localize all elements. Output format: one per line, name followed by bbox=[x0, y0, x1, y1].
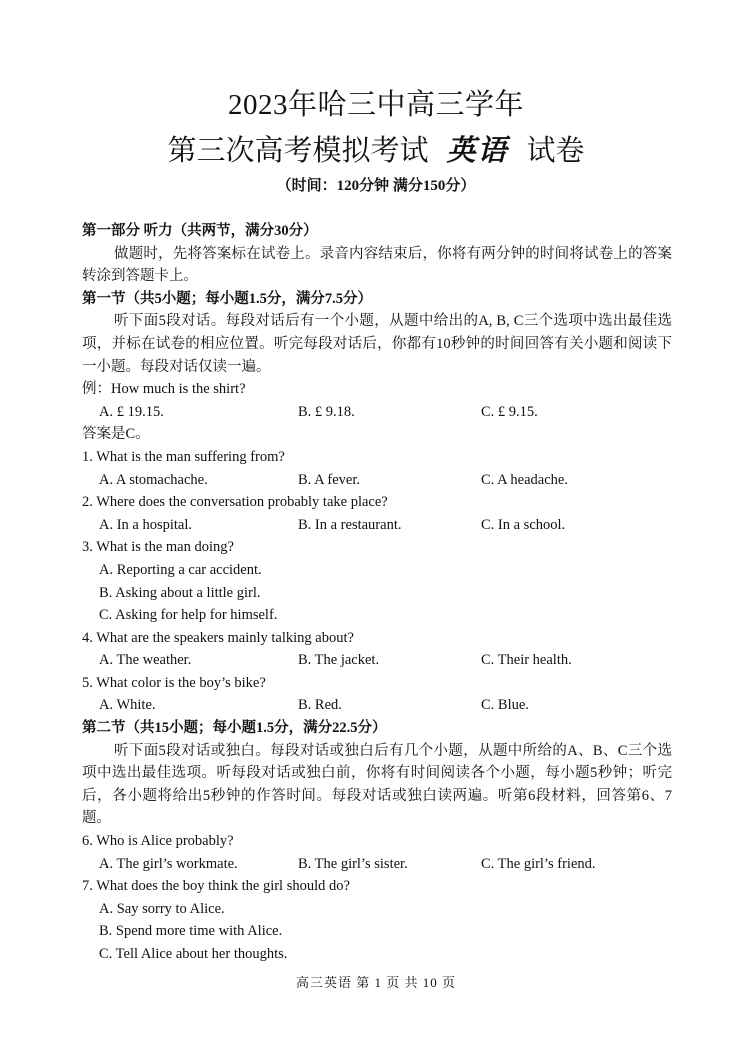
option-a: A. White. bbox=[99, 697, 156, 714]
option-b: B. A fever. bbox=[298, 471, 361, 488]
question-3: 3. What is the man doing? bbox=[82, 539, 234, 556]
question-3-option-b: B. Asking about a little girl. bbox=[99, 584, 261, 601]
subtitle-suffix: 试卷 bbox=[526, 135, 585, 167]
question-1: 1. What is the man suffering from? bbox=[82, 448, 285, 465]
question-7: 7. What does the boy think the girl should do? bbox=[82, 878, 350, 895]
option-c: C. Blue. bbox=[481, 697, 529, 714]
part1-heading: 第一部分 听力（共两节，满分30分） bbox=[82, 223, 318, 239]
option-c: C. A headache. bbox=[481, 471, 568, 488]
section1-heading: 第一节（共5小题；每小题1.5分，满分7.5分） bbox=[82, 290, 372, 307]
exam-subtitle bbox=[0, 134, 752, 168]
option-a: A. A stomachache. bbox=[99, 471, 208, 488]
example-answer: 答案是C。 bbox=[82, 426, 150, 443]
question-2: 2. Where does the conversation probably take place? bbox=[82, 494, 388, 511]
option-b: B. £ 9.18. bbox=[298, 403, 355, 420]
option-c: C. Their health. bbox=[481, 652, 572, 669]
question-4-options bbox=[82, 649, 672, 672]
question-7-option-c: C. Tell Alice about her thoughts. bbox=[99, 946, 288, 962]
part1-instructions: 做题时，先将答案标在试卷上。录音内容结束后，你将有两分钟的时间将试卷上的答案转涂到答题卡上。 bbox=[82, 245, 672, 285]
section1-instructions: 听下面5段对话。每段对话后有一个小题，从题中给出的A, B, C三个选项中选出最佳选项，并标在试卷的相应位置。听完每段对话后，你都有10秒钟的时间回答有关小题和阅读下一小题。每段对话仅读一遍。 bbox=[82, 313, 672, 375]
section2-instructions: 听下面5段对话或独白。每段对话或独白后有几个小题，从题中所给的A、B、C三个选项中选出最佳选项。听每段对话或独白前，你将有时间阅读各个小题，每小题5秒钟；听完后，各小题将给出5秒钟的作答时间。每段对话或独白读两遍。听第6段材料，回答第6、7题。 bbox=[82, 742, 672, 827]
option-a: A. In a hospital. bbox=[99, 516, 193, 533]
subject-name: 英语 bbox=[446, 135, 509, 167]
question-2-options bbox=[82, 514, 672, 537]
question-3-option-a: A. Reporting a car accident. bbox=[99, 561, 262, 578]
page-footer: 高三英语 第 1 页 共 10 页 bbox=[295, 975, 456, 990]
question-4: 4. What are the speakers mainly talking about? bbox=[82, 629, 354, 646]
exam-content bbox=[82, 220, 672, 966]
option-b: B. The jacket. bbox=[298, 652, 380, 669]
option-c: C. £ 9.15. bbox=[481, 403, 538, 420]
option-b: B. In a restaurant. bbox=[298, 516, 402, 533]
question-7-option-b: B. Spend more time with Alice. bbox=[99, 923, 283, 940]
section2-heading: 第二节（共15小题；每小题1.5分，满分22.5分） bbox=[82, 720, 387, 737]
option-a: A. The girl’s workmate. bbox=[99, 855, 238, 872]
question-3-option-c: C. Asking for help for himself. bbox=[99, 607, 278, 624]
question-5-options bbox=[82, 694, 672, 717]
example-options bbox=[82, 401, 672, 424]
question-7-option-a: A. Say sorry to Alice. bbox=[99, 900, 225, 917]
question-6-options bbox=[82, 853, 672, 876]
option-a: A. £ 19.15. bbox=[99, 403, 164, 420]
question-5: 5. What color is the boy’s bike? bbox=[82, 674, 266, 691]
subtitle-prefix: 第三次高考模拟考试 bbox=[167, 135, 429, 167]
question-1-options bbox=[82, 469, 672, 492]
option-c: C. In a school. bbox=[481, 516, 566, 533]
option-b: B. The girl’s sister. bbox=[298, 855, 408, 872]
option-b: B. Red. bbox=[298, 697, 342, 714]
question-6: 6. Who is Alice probably? bbox=[82, 833, 234, 850]
option-a: A. The weather. bbox=[99, 652, 192, 669]
time-info: （时间：120分钟 满分150分） bbox=[276, 178, 476, 194]
example-question: 例：How much is the shirt? bbox=[82, 381, 246, 398]
option-c: C. The girl’s friend. bbox=[481, 855, 596, 872]
exam-title: 2023年哈三中高三学年 bbox=[227, 89, 524, 121]
